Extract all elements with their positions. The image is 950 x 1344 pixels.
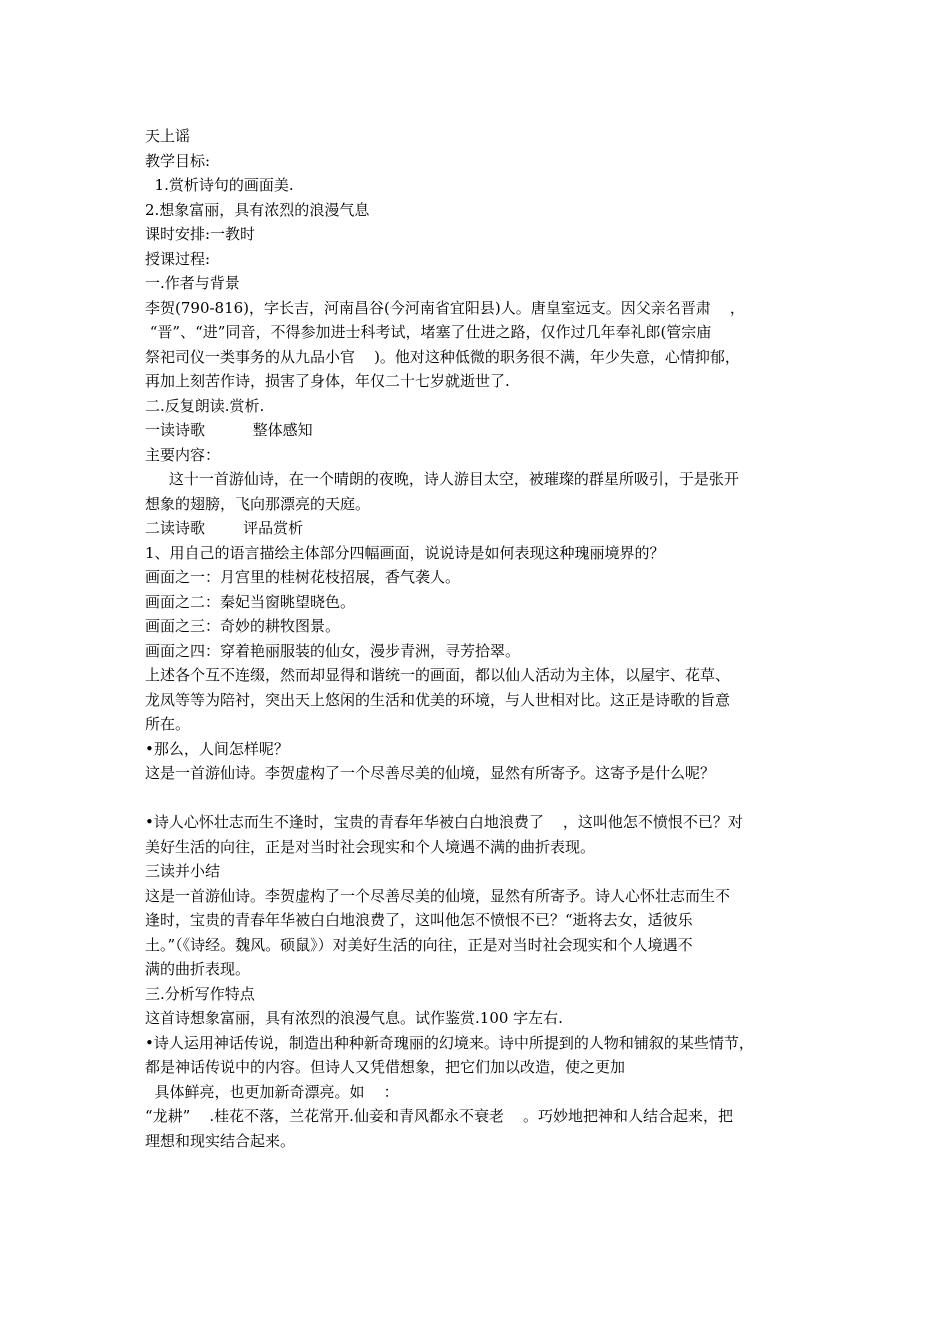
subsection-heading: 主要内容： bbox=[145, 445, 221, 464]
paragraph-line: 龙凤等等为陪衬，突出天上悠闲的生活和优美的环境，与人世相对比。这正是诗歌的旨意 bbox=[145, 690, 731, 709]
section-heading-objectives: 教学目标: bbox=[145, 151, 211, 170]
paragraph-line: 上述各个互不连缀，然而却显得和谐统一的画面，都以仙人活动为主体，以屋宇、花草、 bbox=[145, 666, 731, 684]
paragraph-line: “晋”、“进”同音，不得参加进士科考试，堵塞了仕进之路，仅作过几年奉礼郎(管宗庙 bbox=[145, 323, 712, 341]
section-heading-process: 授课过程: bbox=[145, 249, 211, 268]
paragraph-line: 李贺(790-816)，字长吉，河南昌谷(今河南省宜阳县)人。唐皇室远支。因父亲名晋肃 ， bbox=[145, 298, 745, 317]
subsection-heading: 一读诗歌 整体感知 bbox=[145, 421, 313, 439]
bullet-line: •诗人运用神话传说，制造出种种新奇瑰丽的幻境来。诗中所提到的人物和铺叙的某些情节， bbox=[145, 1033, 754, 1052]
subsection-heading: 三读并小结 bbox=[145, 862, 221, 880]
list-item: 画面之四：穿着艳丽服装的仙女，漫步青洲，寻芳拾翠。 bbox=[145, 641, 521, 660]
objective-item: 2.想象富丽，具有浓烈的浪漫气息 bbox=[145, 200, 370, 219]
paragraph-line: 具体鲜亮，也更加新奇漂亮。如 ： bbox=[145, 1082, 399, 1101]
subsection-heading: 二读诗歌 评品赏析 bbox=[145, 519, 304, 537]
paragraph-line: 祭祀司仪一类事务的从九品小官 )。他对这种低微的职务很不满，年少失意，心情抑郁， bbox=[145, 347, 740, 366]
list-item: 画面之二：秦妃当窗眺望晓色。 bbox=[145, 592, 356, 611]
paragraph-line: “龙耕” .桂花不落，兰花常开.仙妾和青风都永不衰老 。巧妙地把神和人结合起来，把 bbox=[145, 1107, 734, 1125]
list-item: 画面之三：奇妙的耕牧图景。 bbox=[145, 617, 341, 635]
paragraph-line: 逢时，宝贵的青春年华被白白地浪费了，这叫他怎不愤恨不已？“逝将去女，适彼乐 bbox=[145, 911, 693, 929]
paragraph-line: 土。”（《诗经。魏风。硕鼠》）对美好生活的向往，正是对当时社会现实和个人境遇不 bbox=[145, 935, 693, 954]
section-heading-features: 三.分析写作特点 bbox=[145, 984, 255, 1003]
paragraph-line: 美好生活的向往，正是对当时社会现实和个人境遇不满的曲折表现。 bbox=[145, 837, 596, 856]
question-line: 1、用自己的语言描绘主体部分四幅画面，说说诗是如何表现这种瑰丽境界的？ bbox=[145, 543, 665, 562]
paragraph-line: 满的曲折表现。 bbox=[145, 960, 251, 978]
paragraph-line: 理想和现实结合起来。 bbox=[145, 1131, 296, 1150]
paragraph-line: 都是神话传说中的内容。但诗人又凭借想象，把它们加以改造，使之更加 bbox=[145, 1058, 626, 1076]
schedule-line: 课时安排:一教时 bbox=[145, 225, 256, 243]
paragraph-line: 这是一首游仙诗。李贺虚构了一个尽善尽美的仙境，显然有所寄予。这寄予是什么呢？ bbox=[145, 764, 716, 782]
doc-title: 天上谣 bbox=[145, 127, 191, 145]
paragraph-line: 这是一首游仙诗。李贺虚构了一个尽善尽美的仙境，显然有所寄予。诗人心怀壮志而生不 bbox=[145, 886, 731, 905]
paragraph-line: 这十一首游仙诗，在一个晴朗的夜晚，诗人游目太空，被璀璨的群星所吸引，于是张开 bbox=[145, 470, 739, 488]
list-item: 画面之一：月宫里的桂树花枝招展，香气袭人。 bbox=[145, 568, 461, 586]
bullet-line: •那么，人间怎样呢？ bbox=[145, 739, 289, 758]
paragraph-line: 这首诗想象富丽，具有浓烈的浪漫气息。试作鉴赏.100 字左右. bbox=[145, 1009, 563, 1027]
paragraph-line: 所在。 bbox=[145, 715, 191, 733]
paragraph-line: 想象的翅膀，飞向那漂亮的天庭。 bbox=[145, 494, 371, 513]
paragraph-line: 再加上刻苦作诗，损害了身体，年仅二十七岁就逝世了. bbox=[145, 372, 510, 390]
document-page bbox=[145, 124, 825, 1153]
objective-item: 1.赏析诗句的画面美. bbox=[145, 176, 294, 194]
section-heading-author: 一.作者与背景 bbox=[145, 274, 240, 292]
blank-line bbox=[145, 786, 825, 811]
bullet-line: •诗人心怀壮志而生不逢时，宝贵的青春年华被白白地浪费了 ，这叫他怎不愤恨不已？对 bbox=[145, 813, 743, 831]
section-heading-reading: 二.反复朗读.赏析. bbox=[145, 396, 265, 415]
